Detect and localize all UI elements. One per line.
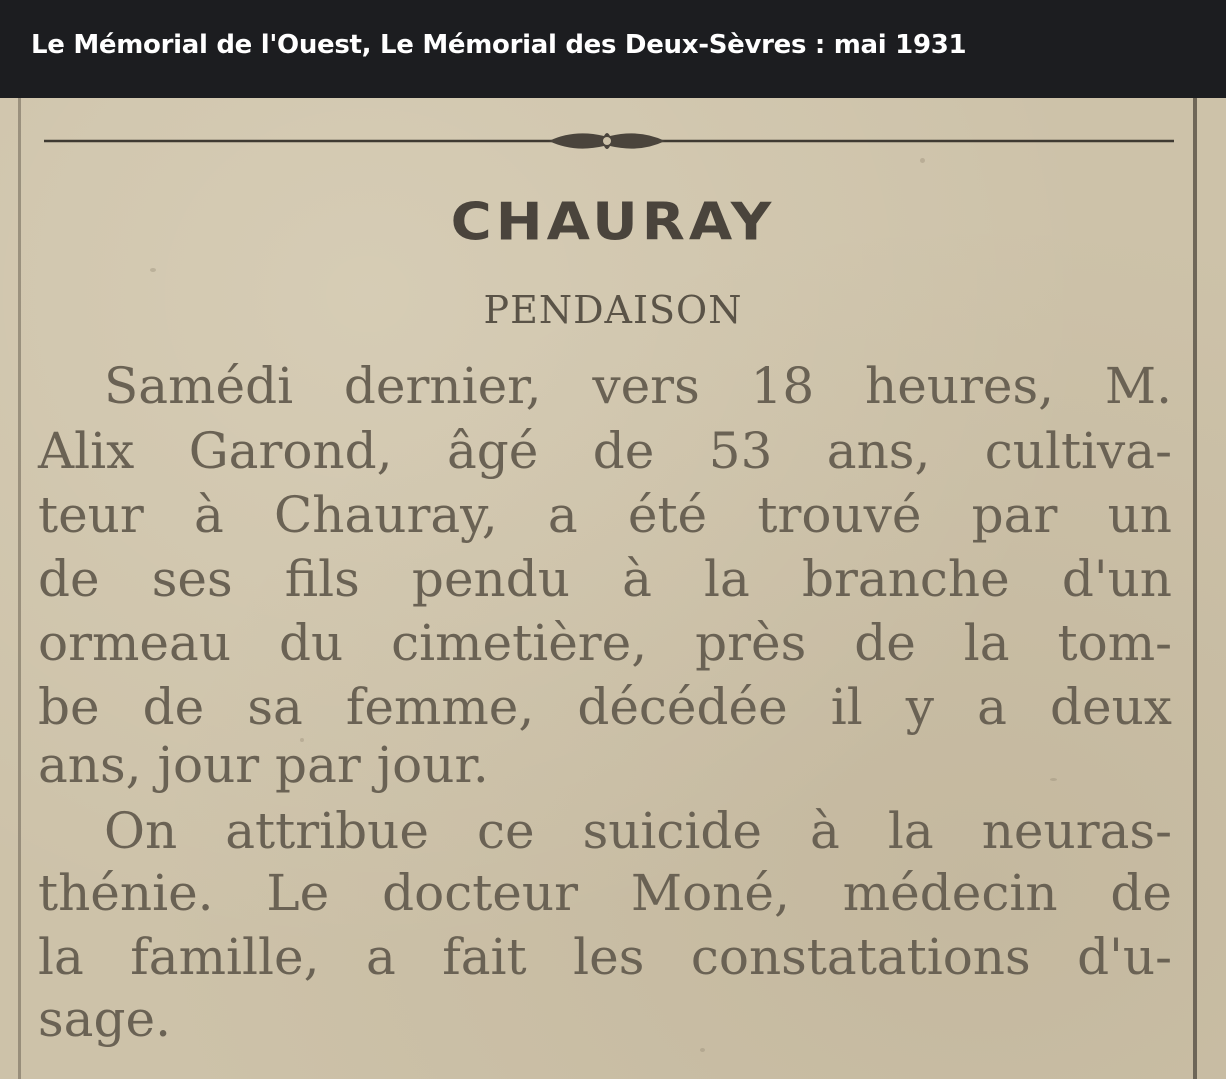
- article-line: la famille, a fait les constatations d'u-: [38, 928, 1172, 986]
- article-line: be de sa femme, décédée il y a deux: [38, 678, 1172, 736]
- paper-speck: [920, 158, 925, 163]
- article-line: teur à Chauray, a été trouvé par un: [38, 486, 1172, 544]
- article-line: On attribue ce suicide à la neuras-: [104, 802, 1172, 860]
- paper-speck: [1050, 778, 1057, 781]
- viewer-header: [0, 0, 1226, 98]
- newspaper-scan: [0, 98, 1226, 1079]
- paper-speck: [300, 738, 304, 742]
- article-line: thénie. Le docteur Moné, médecin de: [38, 864, 1172, 922]
- article-line: sage.: [38, 990, 171, 1048]
- document-title: Le Mémorial de l'Ouest, Le Mémorial des Deux-Sèvres : mai 1931: [31, 30, 967, 60]
- article-line: Alix Garond, âgé de 53 ans, cultiva-: [38, 422, 1172, 480]
- ornamental-divider: [44, 126, 1174, 156]
- article-line: ormeau du cimetière, près de la tom-: [38, 614, 1172, 672]
- paper-speck: [150, 268, 156, 272]
- article-line: Samédi dernier, vers 18 heures, M.: [104, 357, 1172, 415]
- article-line: ans, jour par jour.: [38, 736, 489, 794]
- article-heading: CHAURAY: [450, 192, 776, 253]
- article-line: de ses fils pendu à la branche d'un: [38, 550, 1172, 608]
- article-subheading: PENDAISON: [483, 288, 743, 332]
- paper-speck: [700, 1048, 705, 1052]
